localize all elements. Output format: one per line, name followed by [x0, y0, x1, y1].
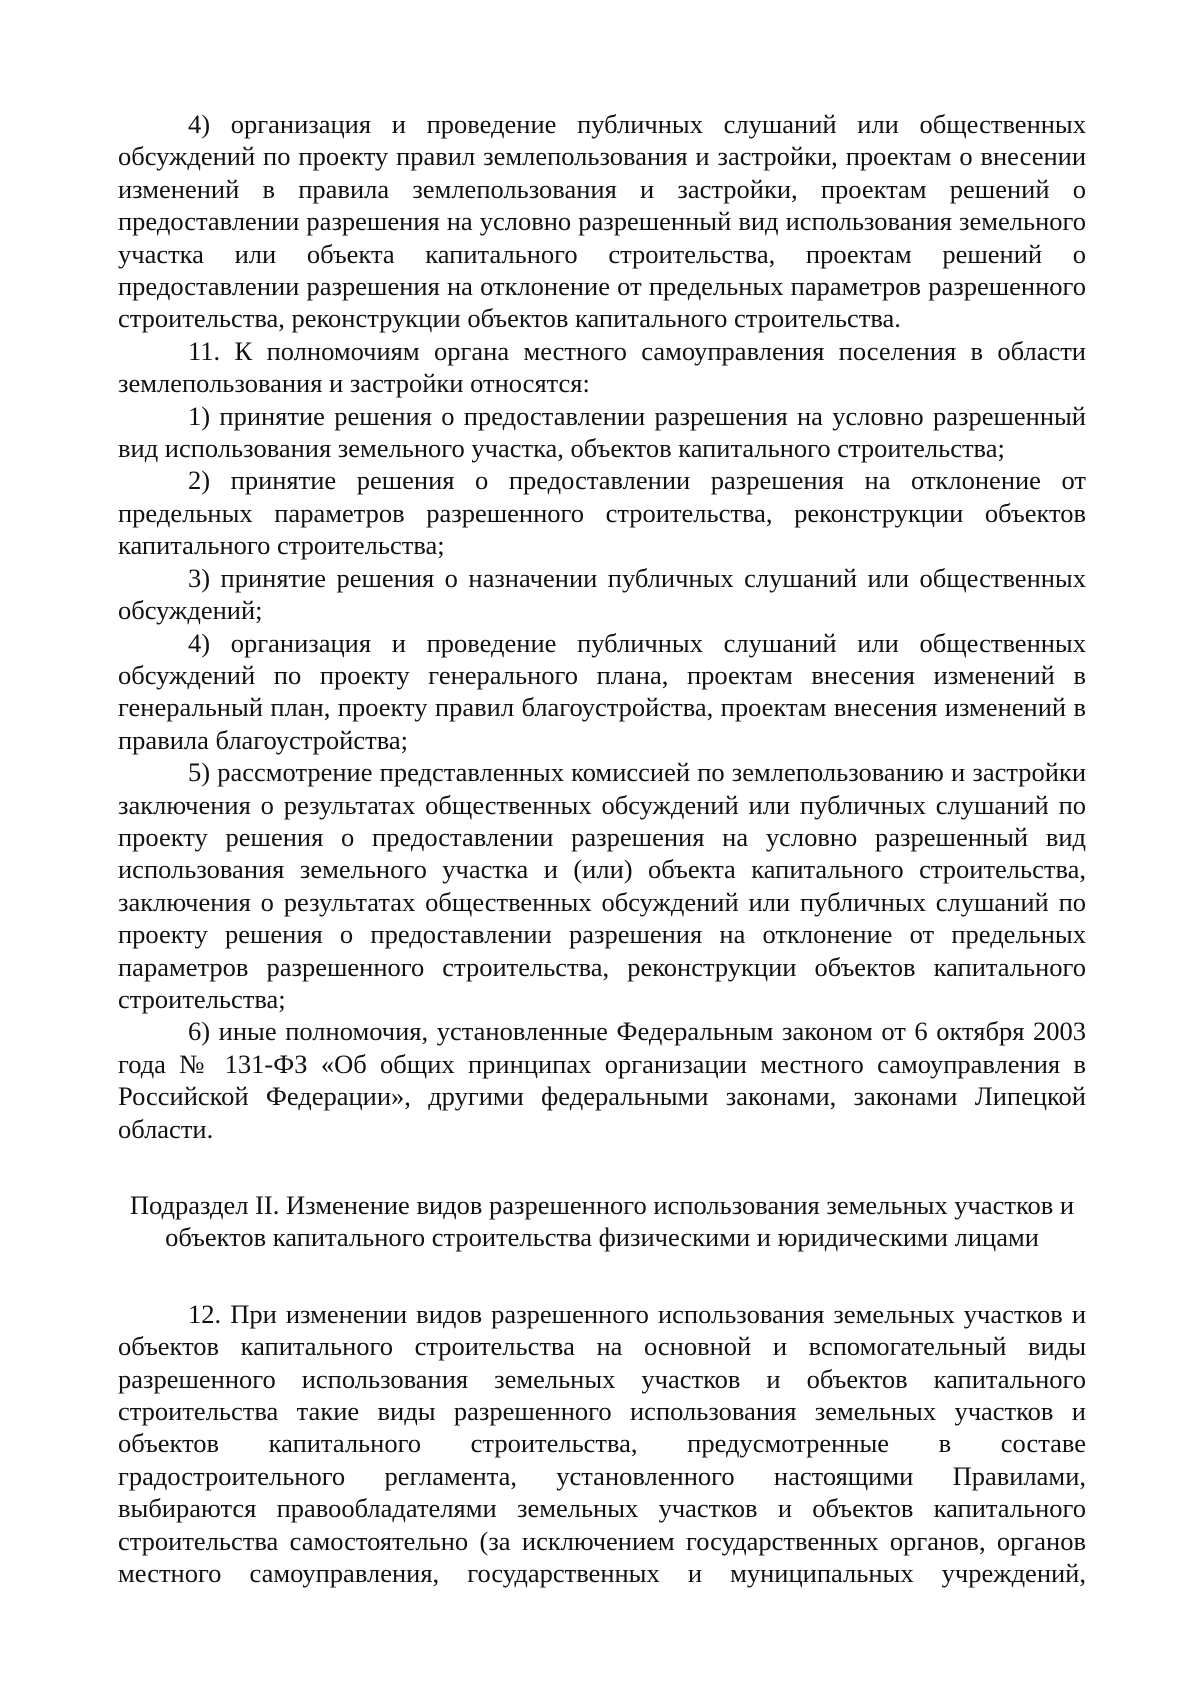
- paragraph-12-change-of-use: 12. При изменении видов разрешенного использования земельных участков и объектов капитального строительства на основной и вспомогательный виды разрешенного использования земельных участков и объектов капитального строительства такие виды разрешенного использования земельных участков и объектов капитального строительства, предусмотренные в составе градостроительного регламента, установленного настоящими Правилами, выбираются правообладателями земельных участков и объектов капитального строительства самостоятельно (за исключением государственных органов, органов местного самоуправления, государственных и муниципальных учреждений,: [118, 1298, 1086, 1589]
- paragraph-4-hearings-rules: 4) организация и проведение публичных слушаний или общественных обсуждений по проекту правил землепользования и застройки, проектам о внесении изменений в правила землепользования и застройки, проектам решений о предоставлении разрешения на условно разрешенный вид использования земельного участка или объекта капитального строительства, проектам решений о предоставлении разрешения на отклонение от предельных параметров разрешенного строительства, реконструкции объектов капитального строительства.: [118, 109, 1086, 334]
- section-heading: Подраздел II. Изменение видов разрешенного использования земельных участков и объектов капитального строительства физическими и юридическими лицами: [129, 1190, 1075, 1253]
- document-page: [118, 108, 1086, 1589]
- paragraph-3-appointment: 3) принятие решения о назначении публичных слушаний или общественных обсуждений;: [118, 562, 1086, 626]
- paragraph-6-other-powers: 6) иные полномочия, установленные Федеральным законом от 6 октября 2003 года № 131-ФЗ «Об общих принципах организации местного самоуправления в Российской Федерации», другими федеральными законами, законами Липецкой области.: [118, 1016, 1086, 1144]
- paragraph-11-powers: 11. К полномочиям органа местного самоуправления поселения в области землепользования и застройки относятся:: [118, 335, 1086, 399]
- paragraph-2-deviation: 2) принятие решения о предоставлении разрешения на отклонение от предельных параметров разрешенного строительства, реконструкции объектов капитального строительства;: [118, 465, 1086, 561]
- paragraph-5-conclusions: 5) рассмотрение представленных комиссией по землепользованию и застройки заключения о результатах общественных обсуждений или публичных слушаний по проекту решения о предоставлении разрешения на условно разрешенный вид использования земельного участка и (или) объекта капитального строительства, заключения о результатах общественных обсуждений или публичных слушаний по проекту решения о предоставлении разрешения на отклонение от предельных параметров разрешенного строительства, реконструкции объектов капитального строительства;: [118, 757, 1086, 1014]
- paragraph-1-conditional-use: 1) принятие решения о предоставлении разрешения на условно разрешенный вид использования земельного участка, объектов капитального строительства;: [118, 400, 1086, 464]
- paragraph-4-hearings-general-plan: 4) организация и проведение публичных слушаний или общественных обсуждений по проекту генерального плана, проектам внесения изменений в генеральный план, проекту правил благоустройства, проектам внесения изменений в правила благоустройства;: [118, 627, 1086, 755]
